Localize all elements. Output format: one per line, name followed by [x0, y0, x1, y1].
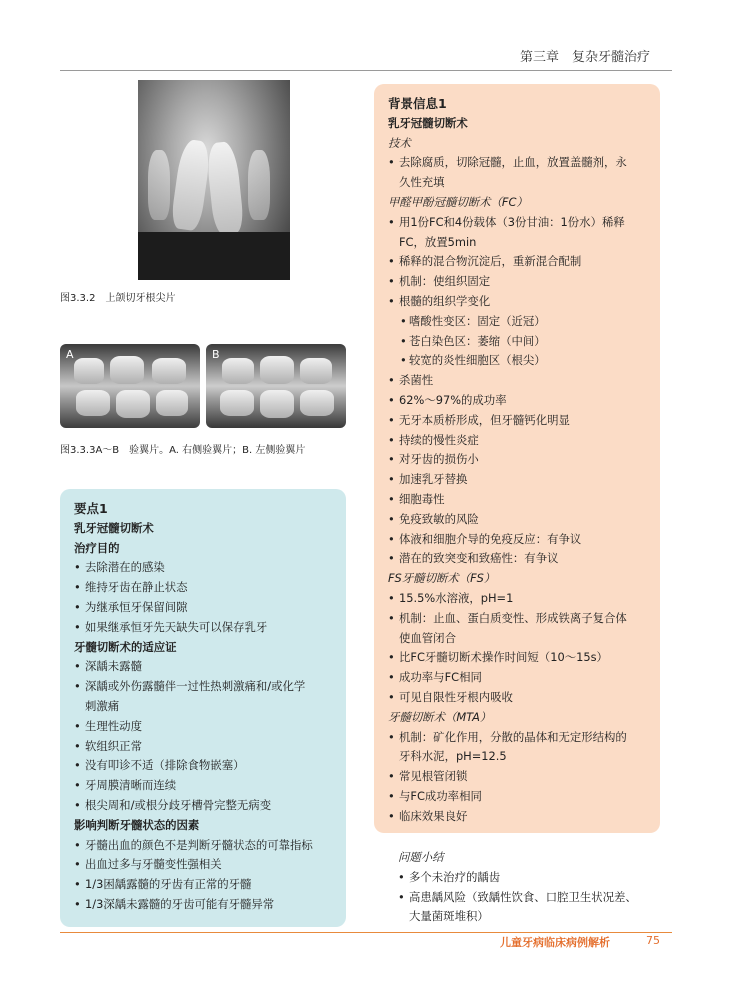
- box-subtitle: 乳牙冠髓切断术: [388, 115, 468, 130]
- section-subheading: 问题小结: [398, 850, 444, 864]
- bullet-item: • 多个未治疗的龋齿: [398, 868, 656, 888]
- crown-shape: [300, 390, 334, 416]
- section-heading: 影响判断牙髓状态的因素: [74, 817, 200, 832]
- bullet-item: • 杀菌性: [388, 371, 650, 391]
- crown-shape: [260, 356, 294, 384]
- bullet-item: • 潜在的致突变和致癌性：有争议: [388, 549, 650, 569]
- bullet-item: • 对牙齿的损伤小: [388, 450, 650, 470]
- bullet-item: • 根尖周和/或根分歧牙槽骨完整无病变: [74, 796, 336, 816]
- bullet-item: • 没有叩诊不适（排除食物嵌塞）: [74, 756, 336, 776]
- box-title: 要点1: [74, 501, 108, 516]
- footer-rule: [60, 932, 672, 933]
- bullet-item: • 加速乳牙替换: [388, 470, 650, 490]
- bullet-item: • 可见自限性牙根内吸收: [388, 688, 650, 708]
- section-subheading: 技术: [388, 135, 411, 150]
- bullet-item: • 牙髓出血的颜色不是判断牙髓状态的可靠指标: [74, 836, 336, 856]
- bullet-continuation: 使血管闭合: [399, 630, 456, 645]
- incisor-shape: [248, 150, 270, 220]
- bitewing-radiograph-right: [60, 344, 200, 428]
- crown-shape: [156, 390, 188, 416]
- crown-shape: [300, 358, 332, 384]
- book-title: 儿童牙病临床病例解析: [500, 936, 610, 949]
- page-number: 75: [646, 934, 660, 947]
- incisor-shape: [170, 138, 212, 231]
- bullet-item: • 机制：止血、蛋白质变性、形成铁离子复合体: [388, 609, 650, 629]
- sub-bullet-item: • 嗜酸性变区：固定（近冠）: [388, 312, 650, 332]
- bullet-continuation: 大量菌斑堆积）: [409, 909, 489, 924]
- header-rule: [60, 70, 672, 71]
- bullet-continuation: 牙科水泥，pH=12.5: [399, 749, 507, 764]
- bullet-item: • 高患龋风险（致龋性饮食、口腔卫生状况差、: [398, 888, 656, 908]
- bullet-item: • 牙周膜清晰而连续: [74, 776, 336, 796]
- bullet-item: • 免疫致敏的风险: [388, 510, 650, 530]
- bullet-item: • 生理性动度: [74, 717, 336, 737]
- bullet-continuation: FC，放置5min: [399, 234, 477, 249]
- chapter-header: 第三章 复杂牙髓治疗: [520, 50, 651, 65]
- bullet-item: • 比FC牙髓切断术操作时间短（10～15s）: [388, 648, 650, 668]
- bullet-item: • 机制：使组织固定: [388, 272, 650, 292]
- periapical-radiograph-image: [138, 80, 290, 280]
- incisor-shape: [148, 150, 170, 220]
- problem-summary-list: [398, 848, 656, 927]
- bullet-continuation: 刺激痛: [85, 698, 120, 713]
- bullet-item: • 1/3困龋露髓的牙齿有正常的牙髓: [74, 875, 336, 895]
- bullet-item: • 出血过多与牙髓变性强相关: [74, 855, 336, 875]
- bullet-item: • 去除潜在的感染: [74, 558, 336, 578]
- crown-shape: [220, 390, 254, 416]
- bullet-item: • 根髓的组织学变化: [388, 292, 650, 312]
- bullet-item: • 临床效果良好: [388, 807, 650, 827]
- bullet-item: • 细胞毒性: [388, 490, 650, 510]
- background-info-box: [374, 84, 660, 833]
- bullet-item: • 62%～97%的成功率: [388, 391, 650, 411]
- section-subheading: 甲醛甲酚冠髓切断术（FC）: [388, 194, 528, 209]
- bullet-item: • 体液和细胞介导的免疫反应：有争议: [388, 530, 650, 550]
- crown-shape: [116, 390, 150, 418]
- box-title: 背景信息1: [388, 96, 447, 111]
- section-heading: 牙髓切断术的适应证: [74, 639, 177, 654]
- crown-shape: [260, 390, 294, 418]
- bullet-item: • 用1份FC和4份载体（3份甘油：1份水）稀释: [388, 213, 650, 233]
- sub-bullet-item: • 苍白染色区：萎缩（中间）: [388, 332, 650, 352]
- crown-shape: [222, 358, 254, 384]
- sub-bullet-item: • 较宽的炎性细胞区（根尖）: [388, 351, 650, 371]
- bullet-item: • 机制：矿化作用，分散的晶体和无定形结构的: [388, 728, 650, 748]
- incisor-shape: [205, 141, 244, 236]
- section-subheading: FS牙髓切断术（FS）: [388, 571, 496, 586]
- bullet-item: • 去除腐质，切除冠髓，止血，放置盖髓剂，永: [388, 153, 650, 173]
- bullet-item: • 持续的慢性炎症: [388, 431, 650, 451]
- crown-shape: [74, 358, 104, 384]
- box-subtitle: 乳牙冠髓切断术: [74, 520, 154, 535]
- bullet-item: • 无牙本质桥形成，但牙髓钙化明显: [388, 411, 650, 431]
- bullet-item: • 与FC成功率相同: [388, 787, 650, 807]
- figure-caption: 图3.3.2 上颌切牙根尖片: [60, 293, 176, 304]
- key-points-list: [74, 539, 336, 915]
- crown-shape: [76, 390, 110, 416]
- bullet-item: • 为继承恒牙保留间隙: [74, 598, 336, 618]
- figure-panel-label: A: [66, 348, 74, 361]
- bullet-item: • 如果继承恒牙先天缺失可以保存乳牙: [74, 618, 336, 638]
- bullet-continuation: 久性充填: [399, 175, 445, 190]
- crown-shape: [152, 358, 186, 384]
- crown-shape: [110, 356, 144, 384]
- figure-caption: 图3.3.3A～B 验翼片。A. 右侧验翼片；B. 左侧验翼片: [60, 445, 306, 456]
- bullet-item: • 软组织正常: [74, 737, 336, 757]
- section-subheading: 牙髓切断术（MTA）: [388, 709, 492, 724]
- bullet-item: • 1/3深龋未露髓的牙齿可能有牙髓异常: [74, 895, 336, 915]
- bullet-item: • 维持牙齿在静止状态: [74, 578, 336, 598]
- bullet-item: • 深龋或外伤露髓伴一过性热刺激痛和/或化学: [74, 677, 336, 697]
- film-dark-band: [138, 232, 290, 280]
- section-heading: 治疗目的: [74, 540, 120, 555]
- bullet-item: • 深龋未露髓: [74, 657, 336, 677]
- bitewing-radiograph-left: [206, 344, 346, 428]
- bullet-item: • 常见根管闭锁: [388, 767, 650, 787]
- key-points-box: [60, 489, 346, 927]
- bullet-item: • 15.5%水溶液，pH=1: [388, 589, 650, 609]
- figure-panel-label: B: [212, 348, 220, 361]
- bullet-item: • 成功率与FC相同: [388, 668, 650, 688]
- bullet-item: • 稀释的混合物沉淀后，重新混合配制: [388, 252, 650, 272]
- background-info-list: [388, 134, 650, 827]
